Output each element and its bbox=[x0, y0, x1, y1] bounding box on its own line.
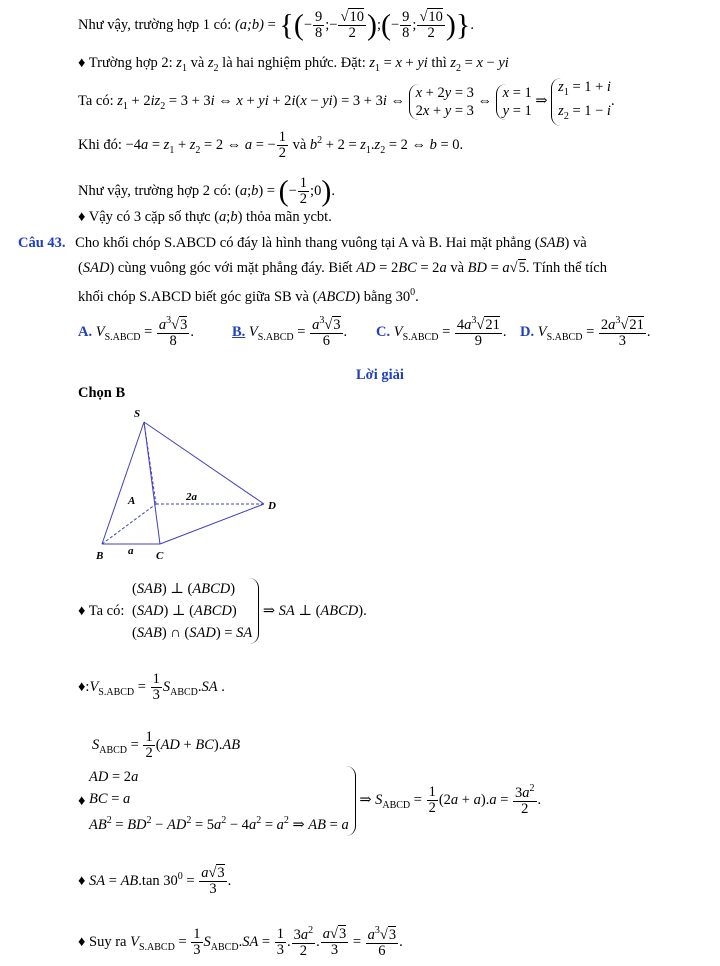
case2-system: Ta có: $z_1 + 2iz_2 = 3 + 3i$ ⇔ x + yi + 2i(x − yi) = 3 + 3i ⇔ x + 2y = 3 2x + y = 3 ⇔ x = 1 y = 1 ⇒ $z_1 = 1 + i$ $z_2 = 1 - i$ . bbox=[78, 78, 615, 126]
volume-formula: $♦:V_{S.ABCD}$ = $\frac{1}{3}$ $S_{ABCD}.SA$ . bbox=[78, 671, 225, 704]
case2-values: Khi đó: $-4a = z_1 + z_2 = 2$ ⇔ a = − $\frac{1}{2}$ và $b^2 + 2 = z_1.z_2 = 2$ ⇔ b = 0. bbox=[78, 129, 464, 162]
label-a: A bbox=[128, 495, 136, 507]
solution-title: Lời giải bbox=[356, 367, 404, 383]
case1-conclusion: Như vậy, trường hợp 1 có: (a;b) = {(− $\frac{9}{8}$ ;− $\frac{√10}{2}$ );(− $\frac{9}{8}$ ; $\frac{√10}{2}$ )}. bbox=[78, 8, 474, 42]
option-c[interactable]: C. $V_{S.ABCD}$ = $\frac{4a^3√21}{9}$ . bbox=[376, 315, 507, 350]
label-s: S bbox=[134, 408, 141, 420]
label-edge-a: a bbox=[128, 545, 134, 557]
final-count: ♦ Vậy có 3 cặp số thực (a;b) thỏa mãn ycbt. bbox=[78, 209, 332, 225]
pyramid-figure bbox=[90, 402, 290, 564]
label-edge-2a: 2a bbox=[186, 491, 197, 503]
case2-label: ♦ Trường hợp 2: bbox=[78, 55, 173, 71]
label-d: D bbox=[268, 500, 276, 512]
chosen-answer: Chọn B bbox=[78, 385, 126, 401]
case2-conclusion: Như vậy, trường hợp 2 có: (a;b) = (− $\frac{1}{2}$ ;0). bbox=[78, 174, 335, 208]
case1-text: Như vậy, trường hợp 1 có: bbox=[78, 17, 232, 34]
question-43-line3: khối chóp S.ABCD biết góc giữa SB và (ABCD) bằng $30^0$. bbox=[78, 287, 419, 305]
area-formula: $S_{ABCD}$ = $\frac{1}{2}$ (AD + BC).AB bbox=[92, 729, 241, 762]
question-label: Câu 43. bbox=[18, 235, 66, 251]
option-d[interactable]: D. $V_{S.ABCD}$ = $\frac{2a^3√21}{3}$ . bbox=[520, 315, 651, 350]
question-43-line1: Câu 43. Cho khối chóp S.ABCD có đáy là hình thang vuông tại A và B. Hai mặt phẳng (SAB) và bbox=[18, 235, 587, 251]
label-b: B bbox=[96, 550, 104, 562]
option-b[interactable]: B. $V_{S.ABCD}$ = $\frac{a^3√3}{6}$ . bbox=[232, 315, 348, 350]
height-sa: ♦ SA = AB.tan $30^0$ = $\frac{a√3}{3}$ . bbox=[78, 865, 232, 898]
side-lengths: ♦ AD = 2a BC = a $AB^2 = BD^2 - AD^2 = 5a^2 - 4a^2 = a^2$ ⇒ AB = a ⇒ $S_{ABCD}$ = $\frac{1}{2}$ (2a + a).a = $\frac{3a^2}{2}$ . bbox=[78, 766, 541, 836]
perpendicular-argument: ♦ Ta có: (SAB) ⊥ (ABCD) (SAD) ⊥ (ABCD) (SAB) ∩ (SAD) = SA ⇒ SA ⊥ (ABCD). bbox=[78, 578, 367, 644]
option-a[interactable]: A. $V_{S.ABCD}$ = $\frac{a^3√3}{8}$ . bbox=[78, 315, 194, 350]
label-c: C bbox=[156, 550, 164, 562]
question-43-line2: (SAD) cùng vuông góc với mặt phẳng đáy. Biết AD = 2BC = 2a và BD = a√5. Tính thể tích bbox=[78, 260, 607, 276]
case2-header: ♦ Trường hợp 2: $z_1$ và $z_2$ là hai nghiệm phức. Đặt: $z_1 = x$ + yi thì $z_2 = x$ − yi bbox=[78, 55, 509, 74]
final-volume: ♦ Suy ra $V_{S.ABCD}$ = $\frac{1}{3}$ $S_{ABCD}.SA$ = $\frac{1}{3}$ . $\frac{3a^2}{2}$ . $\frac{a√3}{3}$ = $\frac{a^3√3}{6}$ . bbox=[78, 925, 403, 960]
